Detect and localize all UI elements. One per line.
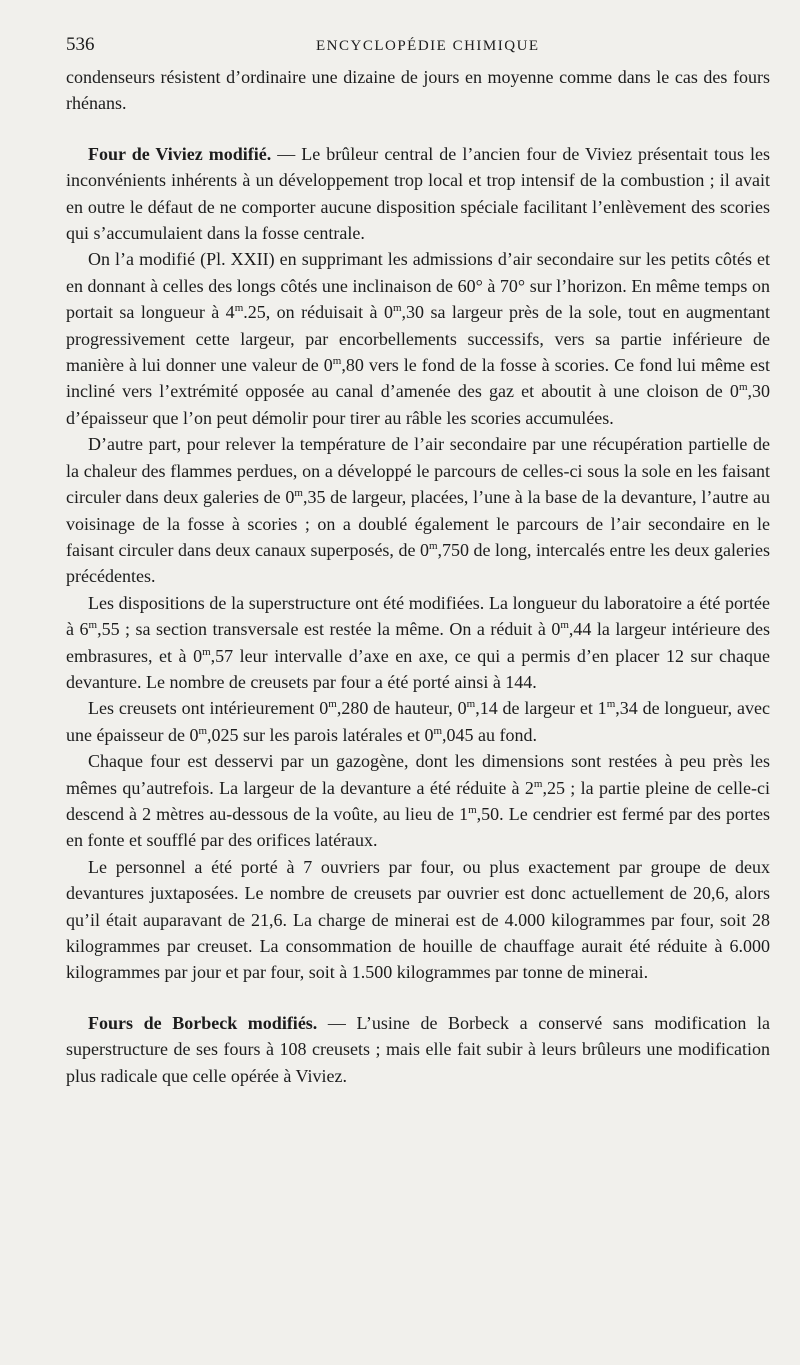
page-number: 536 xyxy=(66,34,95,55)
paragraph-text: — L’usine de Borbeck a conservé sans modification la superstructure de ses fours à 108 creusets ; mais elle fait subir à leurs brûleurs une modification plus radicale que celle opérée à Viviez. xyxy=(66,1012,770,1086)
text-run: ,35 de largeur, placées, l’une à la base de la devanture, l’autre au voisinage de la fosse à scories ; on a doublé également le parcours de l’air secondaire en le faisant circuler dans deux canaux superposés, de 0 xyxy=(66,487,770,560)
text-run: D’autre part, pour relever la température de l’air secondaire par une récupération partielle de la chaleur des flammes perdues, on a développé le parcours de celles-ci sous la sole en les faisant circuler dans deux galeries de 0 xyxy=(66,434,770,508)
unit-sup: m xyxy=(433,724,443,737)
unit-sup: m xyxy=(466,698,476,711)
text-run: ,30 sa largeur près de la sole, tout en augmentant progressivement cette largeur, par encorbellements successifs, vers sa partie inférieure de manière à lui donner une valeur de 0 xyxy=(66,302,770,376)
text-run: On l’a modifié (Pl. XXII) en supprimant les admissions d’air secondaire sur les petits côtés et en donnant à celles des longs côtés une inclinaison de 60° à 70° sur l’horizon. En même temps on portait sa longueur à 4 xyxy=(66,249,770,323)
body-text xyxy=(66,64,770,1089)
paragraph-superstructure xyxy=(66,590,770,696)
paragraph-fours-borbeck xyxy=(66,1010,770,1089)
text-run: ,750 de long, intercalés entre les deux galeries précédentes. xyxy=(66,539,770,587)
unit-sup: m xyxy=(468,803,477,816)
page-header xyxy=(66,34,770,64)
paragraph-text: Le personnel a été porté à 7 ouvriers par four, ou plus exactement par groupe de deux devantures juxtaposées. Le nombre de creusets par ouvrier est donc actuellement de 20,6, alors qu’il était auparavant de 21,6. La charge de minerai est de 4.000 kilogrammes par four, soit 28 kilogrammes par creuset. La consommation de houille de chauffage aurait été réduite à 6.000 kilogrammes par jour et par four, soit à 1.500 kilogrammes par tonne de minerai. xyxy=(66,856,770,983)
text-run: Les creusets ont intérieurement 0 xyxy=(88,698,329,719)
paragraph-gazogene xyxy=(66,748,770,854)
paragraph-text: — Le brûleur central de l’ancien four de Viviez présentait tous les inconvénients inhérents à un développement trop local et trop intensif de la combustion ; il avait en outre le défaut de ne comporter aucune disposition spéciale facilitant l’enlèvement des scories qui s’accumulaient dans la fosse centrale. xyxy=(66,143,770,244)
paragraph-recuperation xyxy=(66,431,770,589)
unit-sup: m xyxy=(332,355,342,368)
paragraph-modification xyxy=(66,246,770,431)
text-run: ,25 ; la partie pleine de celle-ci descend à 2 mètres au-dessous de la voûte, au lieu de 1 xyxy=(66,777,770,824)
unit-sup: m xyxy=(533,777,543,790)
unit-sup: m xyxy=(198,724,208,737)
text-run: ,44 la largeur intérieure des embrasures, et à 0 xyxy=(66,619,770,666)
unit-sup: m xyxy=(328,698,337,711)
unit-sup: m xyxy=(560,619,569,632)
running-title: ENCYCLOPÉDIE CHIMIQUE xyxy=(316,38,540,54)
unit-sup: m xyxy=(88,619,98,632)
paragraph-personnel xyxy=(66,854,770,986)
text-run: Les dispositions de la superstructure ont été modifiées. La longueur du laboratoire a été portée à 6 xyxy=(66,592,770,640)
paragraph-creusets xyxy=(66,695,770,748)
paragraph-continuation xyxy=(66,64,770,117)
unit-sup: m xyxy=(234,302,244,315)
unit-sup: m xyxy=(428,539,438,552)
unit-sup: m xyxy=(294,487,303,500)
text-run: ,14 de largeur et 1 xyxy=(475,698,607,719)
text-run: ,045 au fond. xyxy=(442,724,537,745)
text-run: ,57 leur intervalle d’axe en axe, ce qui a permis d’en placer 12 sur chaque devanture. Le nombre de creusets par four a été porté ainsi à 144. xyxy=(66,645,770,692)
text-run: ,55 ; sa section transversale est restée la même. On a réduit à 0 xyxy=(97,619,561,640)
paragraph-text: condenseurs résistent d’ordinaire une dizaine de jours en moyenne comme dans le cas des fours rhénans. xyxy=(66,67,770,114)
text-run: ,34 de longueur, avec une épaisseur de 0 xyxy=(66,698,770,745)
section-heading-borbeck: Fours de Borbeck modifiés. xyxy=(88,1012,318,1033)
paragraph-four-viviez xyxy=(66,141,770,247)
unit-sup: m xyxy=(392,302,402,315)
text-run: ,30 d’épaisseur que l’on peut démolir pour tirer au râble les scories accumulées. xyxy=(66,381,770,428)
text-run: ,280 de hauteur, 0 xyxy=(336,698,467,719)
text-run: ,80 vers le fond de la fosse à scories. Ce fond lui même est incliné vers l’extrémité opposée au canal d’amenée des gaz et aboutit à une cloison de 0 xyxy=(66,355,771,402)
text-run: Chaque four est desservi par un gazogène, dont les dimensions sont restées à peu près les mêmes qu’autrefois. La largeur de la devanture a été réduite à 2 xyxy=(66,751,770,798)
unit-sup: m xyxy=(606,698,616,711)
unit-sup: m xyxy=(202,645,211,658)
text-run: ,025 sur les parois latérales et 0 xyxy=(207,724,434,745)
section-heading-viviez: Four de Viviez modifié. xyxy=(88,143,272,164)
unit-sup: m xyxy=(738,381,748,394)
text-run: ,50. Le cendrier est fermé par des portes en fonte et soufflé par des orifices latéraux. xyxy=(66,803,770,851)
text-run: .25, on réduisait à 0 xyxy=(243,302,393,323)
